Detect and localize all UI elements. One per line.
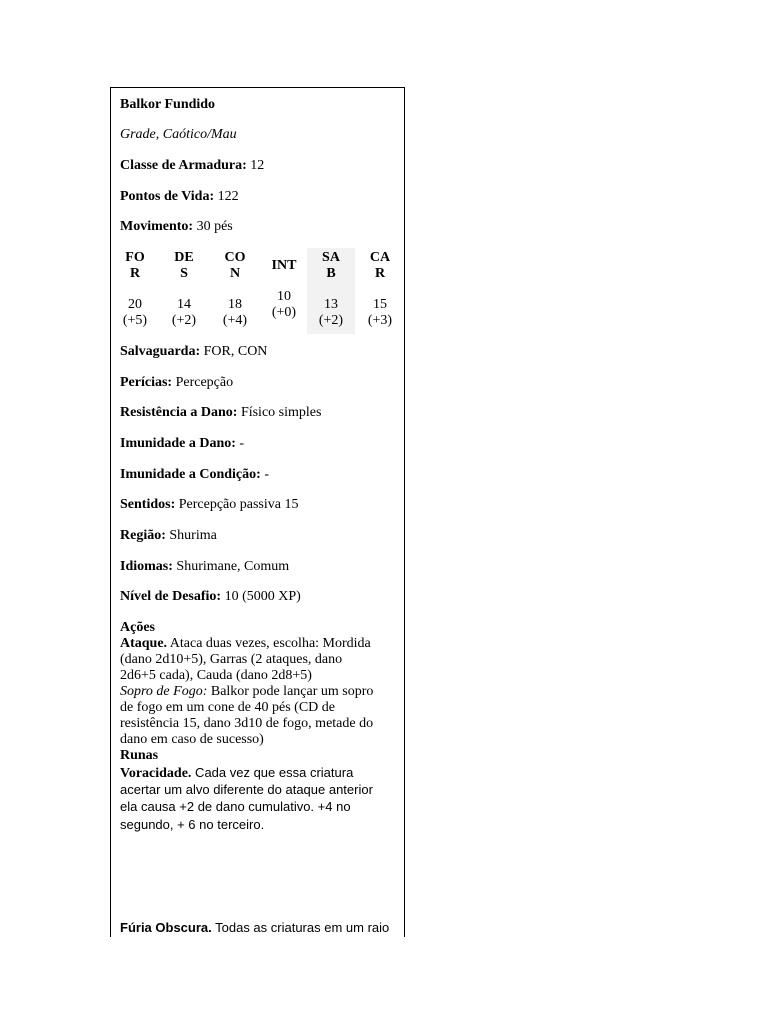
fire-breath-line-4: dano em caso de sucesso) xyxy=(120,732,264,747)
saving-throws: Salvaguarda: FOR, CON xyxy=(120,344,268,359)
attack-line-2: (dano 2d10+5), Garras (2 ataques, dano xyxy=(120,652,343,667)
condition-immunity: Imunidade a Condição: - xyxy=(120,467,269,482)
hit-points: Pontos de Vida: 122 xyxy=(120,189,239,204)
movement: Movimento: 30 pés xyxy=(120,219,233,234)
creature-name: Balkor Fundido xyxy=(120,97,216,112)
attack-line-3: 2d6+5 cada), Cauda (dano 2d8+5) xyxy=(120,668,312,683)
creature-type-alignment: Grade, Caótico/Mau xyxy=(120,127,237,142)
languages: Idiomas: Shurimane, Comum xyxy=(120,559,290,574)
fire-breath-line-3: resistência 15, dano 3d10 de fogo, metade do xyxy=(120,716,374,731)
fire-breath-line-1: Sopro de Fogo: Balkor pode lançar um sopro xyxy=(120,684,374,699)
dark-fury-line: Fúria Obscura. Todas as criaturas em um raio xyxy=(120,920,390,935)
damage-immunity: Imunidade a Dano: - xyxy=(120,436,245,451)
skills: Perícias: Percepção xyxy=(120,375,234,390)
voracity-line-4: segundo, + 6 no terceiro. xyxy=(120,817,265,832)
armor-class: Classe de Armadura: 12 xyxy=(120,158,265,173)
ability-wis: SA B 13 (+2) xyxy=(307,248,355,334)
fire-breath-line-2: de fogo em um cone de 40 pés (CD de xyxy=(120,700,335,715)
ability-scores-table: FO R 20 (+5) DE S 14 (+2) CO N 18 (+4) INT 10 (+0) SA B 13 (+2) CA R 15 (+3) xyxy=(111,248,405,334)
senses: Sentidos: Percepção passiva 15 xyxy=(120,497,299,512)
actions-header: Ações xyxy=(120,620,155,635)
damage-resistance: Resistência a Dano: Físico simples xyxy=(120,405,322,420)
stat-block-card xyxy=(110,87,405,937)
voracity-line-1: Voracidade. Cada vez que essa criatura xyxy=(120,765,354,781)
runes-header: Runas xyxy=(120,748,159,763)
region: Região: Shurima xyxy=(120,528,217,543)
voracity-line-2: acertar um alvo diferente do ataque anterior xyxy=(120,782,373,797)
voracity-line-3: ela causa +2 de dano cumulativo. +4 no xyxy=(120,799,351,814)
attack-line-1: Ataque. Ataca duas vezes, escolha: Mordida xyxy=(120,636,371,651)
challenge-rating: Nível de Desafio: 10 (5000 XP) xyxy=(120,589,301,604)
